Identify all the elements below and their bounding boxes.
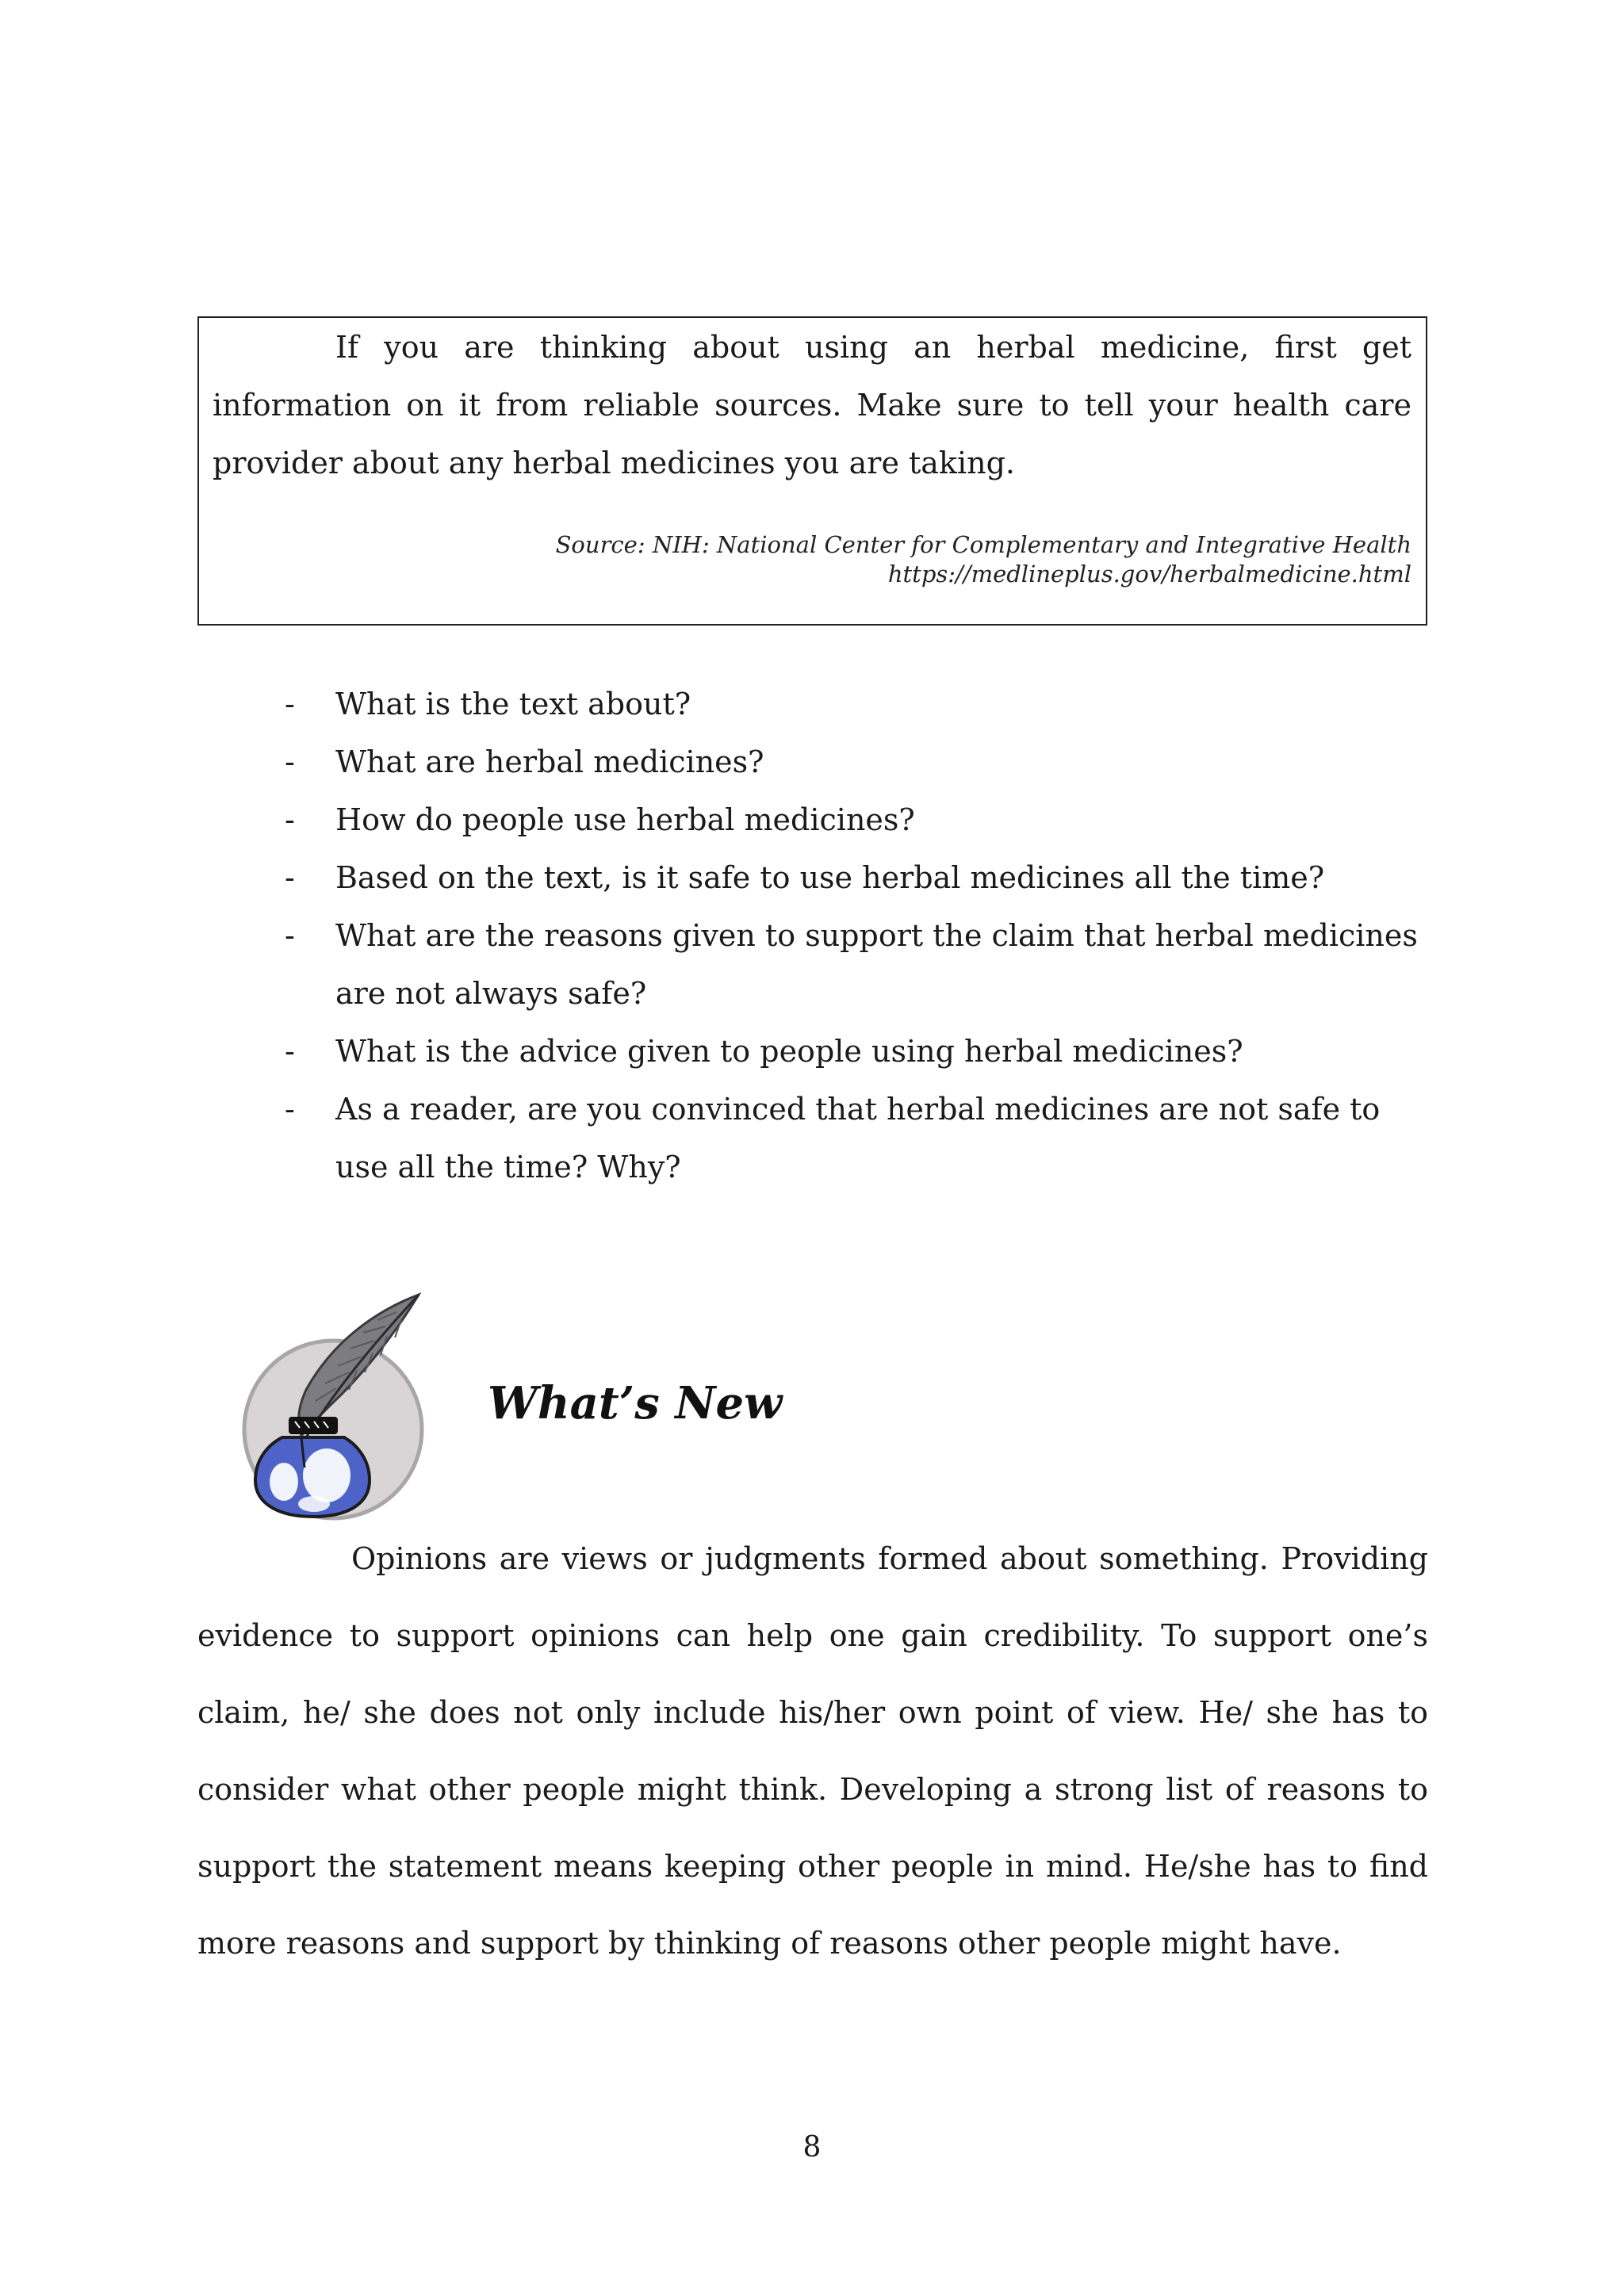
question-item xyxy=(285,907,1434,1023)
question-text: Based on the text, is it safe to use herbal medicines all the time? xyxy=(335,860,1325,895)
question-text: What is the advice given to people using herbal medicines? xyxy=(335,1034,1243,1069)
bullet-dash: - xyxy=(285,687,295,721)
question-item xyxy=(285,675,1434,733)
bullet-dash: - xyxy=(285,802,295,837)
question-text: What are herbal medicines? xyxy=(335,744,764,779)
bullet-dash: - xyxy=(285,918,295,953)
quill-inkwell-icon xyxy=(238,1288,428,1526)
bullet-dash: - xyxy=(285,744,295,779)
question-item xyxy=(285,1081,1434,1196)
question-text: How do people use herbal medicines? xyxy=(335,802,915,837)
question-item xyxy=(285,1023,1434,1081)
question-item xyxy=(285,733,1434,791)
bullet-dash: - xyxy=(285,1034,295,1069)
question-item xyxy=(285,791,1434,849)
quote-source xyxy=(556,530,1411,589)
page-number: 8 xyxy=(802,2131,822,2164)
question-text: What is the text about? xyxy=(335,687,691,721)
question-list xyxy=(285,675,1434,1196)
quote-box xyxy=(197,316,1427,626)
body-paragraph: Opinions are views or judgments formed about something. Providing evidence to support opinions can help one gain credibility. To support one’s claim, he/ she does not only include his/her own point of view. He/ she has to consider what other people might think. Developing a strong list of reasons to support the statement means keeping other people in mind. He/she has to find more reasons and support by thinking of reasons other people might have. xyxy=(197,1541,1428,1961)
source-url: https://medlineplus.gov/herbalmedicine.html xyxy=(887,561,1411,587)
source-line: Source: NIH: National Center for Complementary and Integrative Health xyxy=(555,531,1411,558)
question-item xyxy=(285,849,1434,907)
quote-text: If you are thinking about using an herbal medicine, first get information on it from reliable sources. Make sure to tell your health care provider about any herbal medicines you are taking. xyxy=(213,330,1411,480)
bullet-dash: - xyxy=(285,1092,295,1127)
bullet-dash: - xyxy=(285,860,295,895)
section-title: What’s New xyxy=(488,1377,783,1429)
question-text: What are the reasons given to support the claim that herbal medicines are not always safe? xyxy=(335,918,1418,1011)
question-text: As a reader, are you convinced that herbal medicines are not safe to use all the time? Why? xyxy=(335,1092,1381,1184)
